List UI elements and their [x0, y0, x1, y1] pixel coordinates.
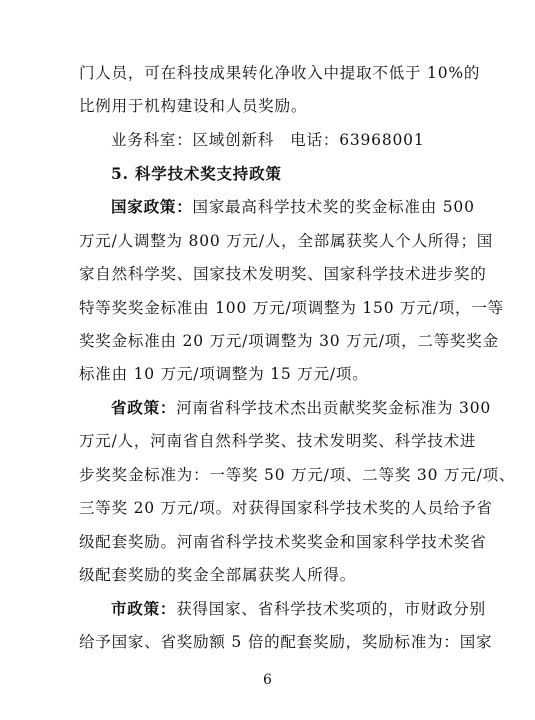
national-policy-label: 国家政策：	[111, 197, 193, 216]
paragraph-line: 给予国家、省奖励额 5 倍的配套奖励，奖励标准为：国家	[79, 633, 493, 651]
paragraph-line: 三等奖 20 万元/项。对获得国家科学技术奖的人员给予省	[79, 499, 493, 517]
paragraph-line: 门人员，可在科技成果转化净收入中提取不低于 10%的	[79, 64, 481, 82]
national-policy-line	[111, 197, 475, 217]
paragraph-line: 万元/人，河南省自然科学奖、技术发明奖、科学技术进	[79, 432, 477, 450]
paragraph-line: 特等奖奖金标准由 100 万元/项调整为 150 万元/项，一等	[79, 299, 504, 317]
city-policy-label: 市政策：	[111, 599, 177, 618]
paragraph-line: 奖奖金标准由 20 万元/项调整为 30 万元/项，二等奖奖金	[79, 332, 499, 350]
page-number: 6	[263, 672, 272, 688]
paragraph-line: 级配套奖励。河南省科学技术奖奖金和国家科学技术奖省	[79, 533, 487, 551]
section-heading: 5. 科学技术奖支持政策	[111, 164, 282, 183]
province-policy-label: 省政策：	[111, 398, 177, 417]
national-policy-text: 国家最高科学技术奖的奖金标准由 500	[192, 198, 475, 216]
province-policy-line	[111, 398, 492, 418]
paragraph-line: 比例用于机构建设和人员奖励。	[79, 97, 308, 115]
city-policy-text: 获得国家、省科学技术奖项的，市财政分别	[176, 600, 486, 618]
paragraph-line: 家自然科学奖、国家技术发明奖、国家科学技术进步奖的	[79, 265, 487, 283]
city-policy-line	[111, 599, 486, 619]
paragraph-line: 万元/人调整为 800 万元/人，全部属获奖人个人所得；国	[79, 232, 494, 250]
contact-line: 业务科室：区域创新科 电话：63968001	[111, 131, 425, 149]
paragraph-line: 步奖奖金标准为：一等奖 50 万元/项、二等奖 30 万元/项、	[79, 466, 516, 484]
paragraph-line: 级配套奖励的奖金全部属获奖人所得。	[79, 566, 357, 584]
province-policy-text: 河南省科学技术杰出贡献奖奖金标准为 300	[176, 399, 492, 417]
paragraph-line: 标准由 10 万元/项调整为 15 万元/项。	[79, 365, 369, 383]
